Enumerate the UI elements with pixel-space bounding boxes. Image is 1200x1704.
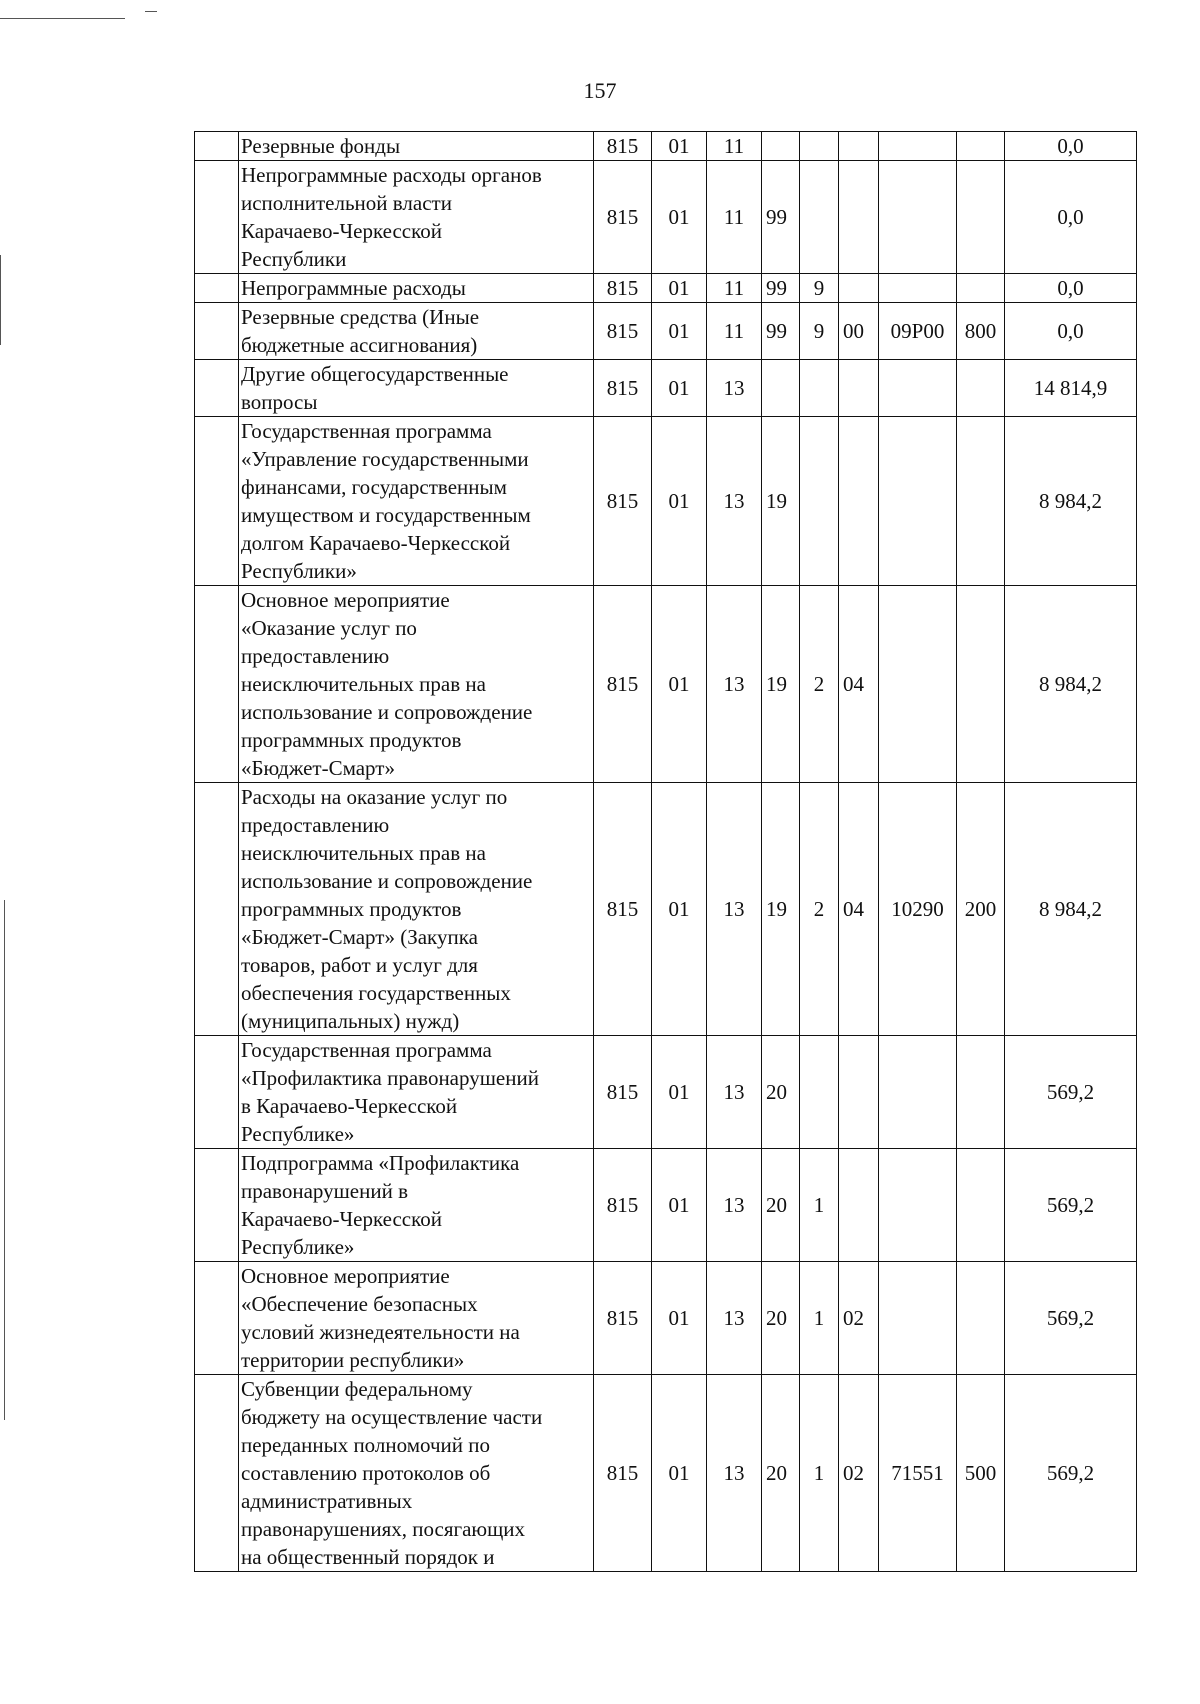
program-code-cell [762,132,800,161]
subprogram-code-cell [800,132,839,161]
ministry-code-cell: 815 [594,274,652,303]
item-name-line: вопросы [241,390,318,414]
item-name-line: в Карачаево-Черкесской [241,1094,458,1118]
program-code-cell: 19 [762,586,800,783]
direction-code-cell [879,586,957,783]
expense-type-code-cell [957,1262,1005,1375]
item-name-cell [239,132,594,161]
item-name-line: бюджету на осуществление части [241,1405,543,1429]
item-name-line: правонарушений в [241,1179,408,1203]
item-name-line: правонарушениях, посягающих [241,1517,526,1541]
item-name-line: «Бюджет-Смарт» (Закупка [241,925,478,949]
item-name-line: Республике» [241,1122,355,1146]
amount-cell: 569,2 [1005,1149,1137,1262]
item-name-line: неисключительных прав на [241,841,486,865]
program-code-cell: 19 [762,783,800,1036]
item-name-line: составлению протоколов об [241,1461,491,1485]
item-name-line: неисключительных прав на [241,672,486,696]
subprogram-code-cell: 1 [800,1149,839,1262]
item-name-line: обеспечения государственных [241,981,511,1005]
item-name-line: имуществом и государственным [241,503,531,527]
ministry-code-cell: 815 [594,360,652,417]
section-code-cell: 01 [652,360,707,417]
subprogram-code-cell: 9 [800,274,839,303]
item-name-line: Другие общегосударственные [241,362,509,386]
item-name-cell [239,1375,594,1572]
subsection-code-cell: 13 [707,1375,762,1572]
row-number-cell [195,1262,239,1375]
amount-cell: 0,0 [1005,274,1137,303]
program-code-cell: 20 [762,1036,800,1149]
row-number-cell [195,360,239,417]
scan-edge-mark [4,900,5,1420]
direction-code-cell [879,1149,957,1262]
subprogram-code-cell [800,417,839,586]
ministry-code-cell: 815 [594,1262,652,1375]
item-name-line: Расходы на оказание услуг по [241,785,508,809]
item-name-line: товаров, работ и услуг для [241,953,478,977]
table-row [195,1262,1137,1375]
table-row [195,1375,1137,1572]
event-code-cell [839,1036,879,1149]
item-name-line: долгом Карачаево-Черкесской [241,531,511,555]
table-row [195,274,1137,303]
subprogram-code-cell: 1 [800,1375,839,1572]
table-row [195,586,1137,783]
direction-code-cell [879,161,957,274]
ministry-code-cell: 815 [594,1149,652,1262]
item-name-cell [239,360,594,417]
event-code-cell [839,417,879,586]
item-name-line: (муниципальных) нужд) [241,1009,460,1033]
item-name-line: территории республики» [241,1348,465,1372]
item-name-line: Республики [241,247,347,271]
budget-table [194,131,1137,1572]
item-name-line: бюджетные ассигнования) [241,333,478,357]
item-name-line: программных продуктов [241,728,462,752]
item-name-line: Государственная программа [241,1038,492,1062]
item-name-line: Основное мероприятие [241,1264,450,1288]
item-name-line: исполнительной власти [241,191,452,215]
direction-code-cell [879,417,957,586]
item-name-line: предоставлению [241,644,390,668]
item-name-line: административных [241,1489,413,1513]
item-name-cell [239,161,594,274]
section-code-cell: 01 [652,303,707,360]
item-name-line: «Оказание услуг по [241,616,417,640]
amount-cell: 8 984,2 [1005,783,1137,1036]
subsection-code-cell: 13 [707,1149,762,1262]
section-code-cell: 01 [652,1262,707,1375]
program-code-cell: 20 [762,1149,800,1262]
row-number-cell [195,1149,239,1262]
expense-type-code-cell [957,161,1005,274]
item-name-cell [239,303,594,360]
table-row [195,360,1137,417]
event-code-cell: 00 [839,303,879,360]
subsection-code-cell: 13 [707,360,762,417]
item-name-cell [239,417,594,586]
item-name-line: Республики» [241,559,357,583]
direction-code-cell [879,132,957,161]
item-name-line: Государственная программа [241,419,492,443]
event-code-cell: 04 [839,783,879,1036]
event-code-cell: 02 [839,1375,879,1572]
ministry-code-cell: 815 [594,303,652,360]
item-name-cell [239,586,594,783]
item-name-line: Подпрограмма «Профилактика [241,1151,520,1175]
direction-code-cell [879,360,957,417]
row-number-cell [195,586,239,783]
program-code-cell: 19 [762,417,800,586]
ministry-code-cell: 815 [594,417,652,586]
expense-type-code-cell: 800 [957,303,1005,360]
item-name-line: предоставлению [241,813,390,837]
subsection-code-cell: 13 [707,783,762,1036]
item-name-line: финансами, государственным [241,475,507,499]
item-name-line: программных продуктов [241,897,462,921]
expense-type-code-cell: 500 [957,1375,1005,1572]
ministry-code-cell: 815 [594,161,652,274]
item-name-line: Основное мероприятие [241,588,450,612]
row-number-cell [195,417,239,586]
subsection-code-cell: 11 [707,132,762,161]
ministry-code-cell: 815 [594,586,652,783]
direction-code-cell: 10290 [879,783,957,1036]
amount-cell: 8 984,2 [1005,417,1137,586]
table-row [195,1036,1137,1149]
item-name-line: Республике» [241,1235,355,1259]
direction-code-cell [879,274,957,303]
section-code-cell: 01 [652,274,707,303]
item-name-line: использование и сопровождение [241,700,533,724]
subprogram-code-cell: 2 [800,783,839,1036]
item-name-cell [239,274,594,303]
item-name-line: Резервные средства (Иные [241,305,480,329]
program-code-cell [762,360,800,417]
amount-cell: 8 984,2 [1005,586,1137,783]
table-row [195,783,1137,1036]
item-name-line: «Бюджет-Смарт» [241,756,395,780]
subsection-code-cell: 11 [707,303,762,360]
amount-cell: 569,2 [1005,1036,1137,1149]
table-row [195,1149,1137,1262]
event-code-cell [839,274,879,303]
expense-type-code-cell [957,1149,1005,1262]
row-number-cell [195,161,239,274]
subsection-code-cell: 13 [707,1262,762,1375]
amount-cell: 0,0 [1005,132,1137,161]
table-row [195,303,1137,360]
direction-code-cell [879,1036,957,1149]
subprogram-code-cell [800,161,839,274]
subsection-code-cell: 11 [707,274,762,303]
row-number-cell [195,303,239,360]
amount-cell: 569,2 [1005,1375,1137,1572]
direction-code-cell: 71551 [879,1375,957,1572]
row-number-cell [195,274,239,303]
expense-type-code-cell: 200 [957,783,1005,1036]
subsection-code-cell: 13 [707,586,762,783]
direction-code-cell [879,1262,957,1375]
item-name-line: использование и сопровождение [241,869,533,893]
item-name-line: переданных полномочий по [241,1433,490,1457]
section-code-cell: 01 [652,132,707,161]
program-code-cell: 99 [762,161,800,274]
program-code-cell: 99 [762,274,800,303]
amount-cell: 14 814,9 [1005,360,1137,417]
item-name-line: Непрограммные расходы [241,276,466,300]
expense-type-code-cell [957,1036,1005,1149]
table-row [195,417,1137,586]
subprogram-code-cell [800,360,839,417]
item-name-line: на общественный порядок и [241,1545,495,1569]
item-name-line: Резервные фонды [241,134,401,158]
item-name-line: Непрограммные расходы органов [241,163,542,187]
event-code-cell: 02 [839,1262,879,1375]
ministry-code-cell: 815 [594,783,652,1036]
item-name-cell [239,783,594,1036]
item-name-line: «Профилактика правонарушений [241,1066,539,1090]
item-name-cell [239,1036,594,1149]
item-name-line: «Обеспечение безопасных [241,1292,478,1316]
subsection-code-cell: 11 [707,161,762,274]
item-name-line: «Управление государственными [241,447,529,471]
scan-edge-mark [0,255,1,345]
section-code-cell: 01 [652,161,707,274]
scan-edge-mark [145,11,157,12]
expense-type-code-cell [957,274,1005,303]
subprogram-code-cell: 2 [800,586,839,783]
row-number-cell [195,783,239,1036]
direction-code-cell: 09Р00 [879,303,957,360]
row-number-cell [195,1036,239,1149]
event-code-cell [839,132,879,161]
page-number: 157 [583,78,617,103]
subsection-code-cell: 13 [707,1036,762,1149]
expense-type-code-cell [957,417,1005,586]
event-code-cell [839,161,879,274]
ministry-code-cell: 815 [594,132,652,161]
item-name-cell [239,1149,594,1262]
table-row [195,161,1137,274]
event-code-cell: 04 [839,586,879,783]
subprogram-code-cell: 9 [800,303,839,360]
item-name-line: условий жизнедеятельности на [241,1320,520,1344]
program-code-cell: 20 [762,1262,800,1375]
item-name-cell [239,1262,594,1375]
subprogram-code-cell: 1 [800,1262,839,1375]
section-code-cell: 01 [652,586,707,783]
event-code-cell [839,1149,879,1262]
subsection-code-cell: 13 [707,417,762,586]
item-name-line: Карачаево-Черкесской [241,1207,443,1231]
section-code-cell: 01 [652,417,707,586]
section-code-cell: 01 [652,1036,707,1149]
section-code-cell: 01 [652,1149,707,1262]
section-code-cell: 01 [652,783,707,1036]
expense-type-code-cell [957,360,1005,417]
row-number-cell [195,1375,239,1572]
budget-table-body [195,132,1137,1572]
amount-cell: 0,0 [1005,303,1137,360]
ministry-code-cell: 815 [594,1375,652,1572]
scan-edge-mark [0,18,125,19]
expense-type-code-cell [957,586,1005,783]
row-number-cell [195,132,239,161]
table-row [195,132,1137,161]
expense-type-code-cell [957,132,1005,161]
amount-cell: 0,0 [1005,161,1137,274]
program-code-cell: 20 [762,1375,800,1572]
section-code-cell: 01 [652,1375,707,1572]
program-code-cell: 99 [762,303,800,360]
ministry-code-cell: 815 [594,1036,652,1149]
amount-cell: 569,2 [1005,1262,1137,1375]
subprogram-code-cell [800,1036,839,1149]
item-name-line: Карачаево-Черкесской [241,219,443,243]
event-code-cell [839,360,879,417]
item-name-line: Субвенции федеральному [241,1377,473,1401]
